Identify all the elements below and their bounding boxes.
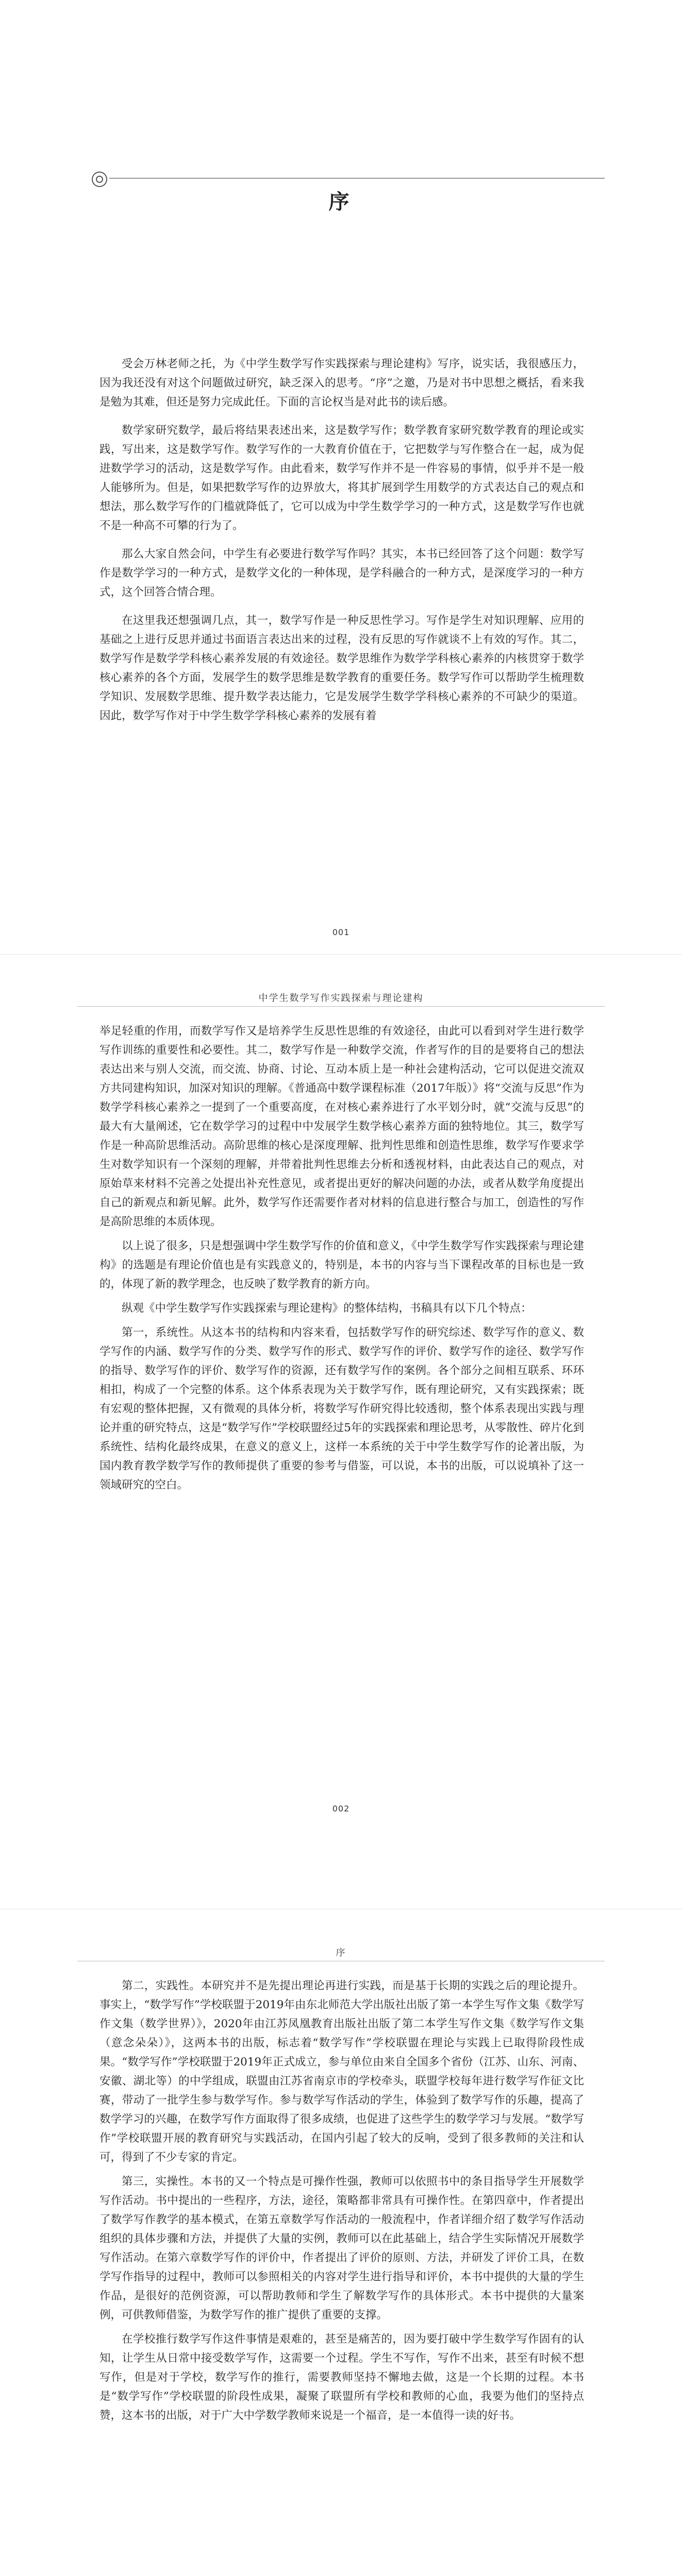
paragraph: 纵观《中学生数学写作实践探索与理论建构》的整体结构，书稿具有以下几个特点： xyxy=(122,1302,532,1315)
page-3 xyxy=(0,1909,682,2576)
page-3-body xyxy=(99,1976,584,2425)
page-title: 序 xyxy=(328,190,354,214)
paragraph: 第二，实践性。本研究并不是先提出理论再进行实践，而是基于长期的实践之后的理论提升。事实上，“数学写作”学校联盟于2019年由东北师范大学出版社出版了第一本学生写作文集《数学写作文集（数学世界）》，2020年由江苏凤凰教育出版社出版了第二本学生写作文集《数学写作文集（意念朵朵）》，这两本书的出版，标志着“数学写作”学校联盟在理论与实践上已取得阶段性成果。“数学写作”学校联盟于2019年正式成立，参与单位由来自全国多个省份（江苏、山东、河南、安徽、湖北等）的中学组成，联盟由江苏省南京市的学校牵头，联盟学校每年进行数学写作征文比赛，带动了一批学生参与数学写作。参与数学写作活动的学生，体验到了数学写作的乐趣，提高了数学学习的兴趣，在数学写作方面取得了很多成绩，也促进了这些学生的数学学习与发展。“数学写作”学校联盟开展的教育研究与实践活动，在国内引起了较大的反响，受到了很多教师的关注和认可，得到了不少专家的肯定。 xyxy=(99,1979,584,2164)
header-rule xyxy=(77,1006,605,1007)
paragraph: 受会万林老师之托，为《中学生数学写作实践探索与理论建构》写序，说实话，我很感压力，因为我还没有对这个问题做过研究，缺乏深入的思考。“序”之邀，乃是对书中思想之概括，看来我是勉为其难，但还是努力完成此任。下面的言论权当是对此书的读后感。 xyxy=(99,358,584,409)
paragraph: 第一，系统性。从这本书的结构和内容来看，包括数学写作的研究综述、数学写作的意义、数学写作的内涵、数学写作的分类、数学写作的形式、数学写作的评价、数学写作的途径、数学写作的指导、数学写作的评价、数学写作的资源，还有数学写作的案例。各个部分之间相互联系、环环相扣，构成了一个完整的体系。这个体系表现为关于数学写作，既有理论研究，又有实践探索；既有宏观的整体把握，又有微观的具体分析，将数学写作研究得比较透彻，整个体系表现出实践与理论并重的研究特点，这是“数学写作”学校联盟经过5年的实践探索和理论思考，从零散性、碎片化到系统性、结构化最终成果，在意义的意义上，这样一本系统的关于中学生数学写作的论著出版，为国内教育教学数学写作的教师提供了重要的参考与借鉴，可以说，本书的出版，可以说填补了这一领域研究的空白。 xyxy=(99,1326,584,1492)
paragraph: 在这里我还想强调几点，其一，数学写作是一种反思性学习。写作是学生对知识理解、应用的基础之上进行反思并通过书面语言表达出来的过程，没有反思的写作就谈不上有效的写作。其二，数学写作是数学学科核心素养发展的有效途径。数学思维作为数学学科核心素养的内核贯穿于数学核心素养的各个方面，发展学生的数学思维是数学教育的重要任务。数学写作可以帮助学生梳理数学知识、发展数学思维、提升数学表达能力，它是发展学生数学学科核心素养的不可缺少的渠道。因此，数学写作对于中学生数学学科核心素养的发展有着 xyxy=(99,614,584,722)
paragraph: 在学校推行数学写作这件事情是艰难的，甚至是痛苦的，因为要打破中学生数学写作固有的认知，让学生从日常中接受数学写作，这需要一个过程。学生不写作，写作不出来，甚至有时候不想写作，但是对于学校，数学写作的推行，需要教师坚持不懈地去做，这是一个长期的过程。本书是“数学写作”学校联盟的阶段性成果，凝聚了联盟所有学校和教师的心血，我要为他们的坚持点赞，这本书的出版，对于广大中学数学教师来说是一个福音，是一本值得一读的好书。 xyxy=(99,2333,584,2422)
page-number: 002 xyxy=(332,1804,350,1814)
paragraph: 举足轻重的作用，而数学写作又是培养学生反思性思维的有效途径，由此可以看到对学生进行数学写作训练的重要性和必要性。其二，数学写作是一种数学交流，作者写作的目的是要将自己的想法表达出来与别人交流，而交流、协商、讨论、互动本质上是一种社会建构活动，它可以促进交流双方共同建构知识，加深对知识的理解。《普通高中数学课程标准（2017年版）》将“交流与反思”作为数学学科核心素养之一提到了一个重要高度，在对核心素养进行了水平划分时，就“交流与反思”的最大有大量阐述，它在数学学习的过程中中发展学生数学核心素养方面的独特地位。其三，数学写作是一种高阶思维活动。高阶思维的核心是深度理解、批判性思维和创造性思维，数学写作要求学生对数学知识有一个深刻的理解，并带着批判性思维去分析和透视材料，由此表达自己的观点，对原始草来材料不完善之处提出补充性意见，或者提出更好的解决问题的办法，或者从数学角度提出自己的新观点和新见解。此外，数学写作还需要作者对材料的信息进行整合与加工，创造性的写作是高阶思维的本质体现。 xyxy=(99,1025,584,1228)
paragraph: 以上说了很多，只是想强调中学生数学写作的价值和意义，《中学生数学写作实践探索与理论建构》的选题是有理论价值也是有实践意义的，特别是，本书的内容与当下课程改革的目标也是一致的，体现了新的教学理念，也反映了数学教育的新方向。 xyxy=(99,1240,584,1291)
paragraph: 第三，实操性。本书的又一个特点是可操作性强，教师可以依照书中的条目指导学生开展数学写作活动。书中提出的一些程序，方法，途径，策略都非常具有可操作性。在第四章中，作者提出了数学写作教学的基本模式，在第五章数学写作活动的一般流程中，作者详细介绍了数学写作活动组织的具体步骤和方法，并提供了大量的实例，教师可以在此基础上，结合学生实际情况开展数学写作活动。在第六章数学写作的评价中，作者提出了评价的原则、方法，并研发了评价工具，在数学写作指导的过程中，教师可以参照相关的内容对学生进行指导和评价，本书中提供的大量的学生作品，是很好的范例资源，可以帮助教师和学生了解数学写作的具体形式。本书中提供的大量案例，可供教师借鉴，为数学写作的推广提供了重要的支撑。 xyxy=(99,2175,584,2321)
page-2-body xyxy=(99,1022,584,1495)
paragraph: 数学家研究数学，最后将结果表述出来，这是数学写作；数学教育家研究数学教育的理论或实践，写出来，这是数学写作。数学写作的一大教育价值在于，它把数学与写作整合在一起，成为促进数学学习的活动，这是数学写作。由此看来，数学写作并不是一件容易的事情，似乎并不是一般人能够所为。但是，如果把数学写作的边界放大，将其扩展到学生用数学的方式表达自己的观点和想法，那么数学写作的门槛就降低了，它可以成为中学生数学学习的一种方式，这是数学写作也就不是一种高不可攀的行为了。 xyxy=(99,424,584,532)
page-number: 001 xyxy=(332,927,350,937)
page-1 xyxy=(0,0,682,954)
running-header: 序 xyxy=(336,1947,346,1958)
paragraph: 那么大家自然会问，中学生有必要进行数学写作吗？其实，本书已经回答了这个问题：数学写作是数学学习的一种方式，是数学文化的一种体现，是学科融合的一种方式，是深度学习的一种方式，这个回答合情合理。 xyxy=(99,548,584,599)
page-1-body xyxy=(99,354,584,725)
top-rule xyxy=(109,178,605,179)
section-marker-icon xyxy=(92,172,107,187)
running-header: 中学生数学写作实践探索与理论建构 xyxy=(258,993,424,1004)
page-2 xyxy=(0,955,682,1909)
